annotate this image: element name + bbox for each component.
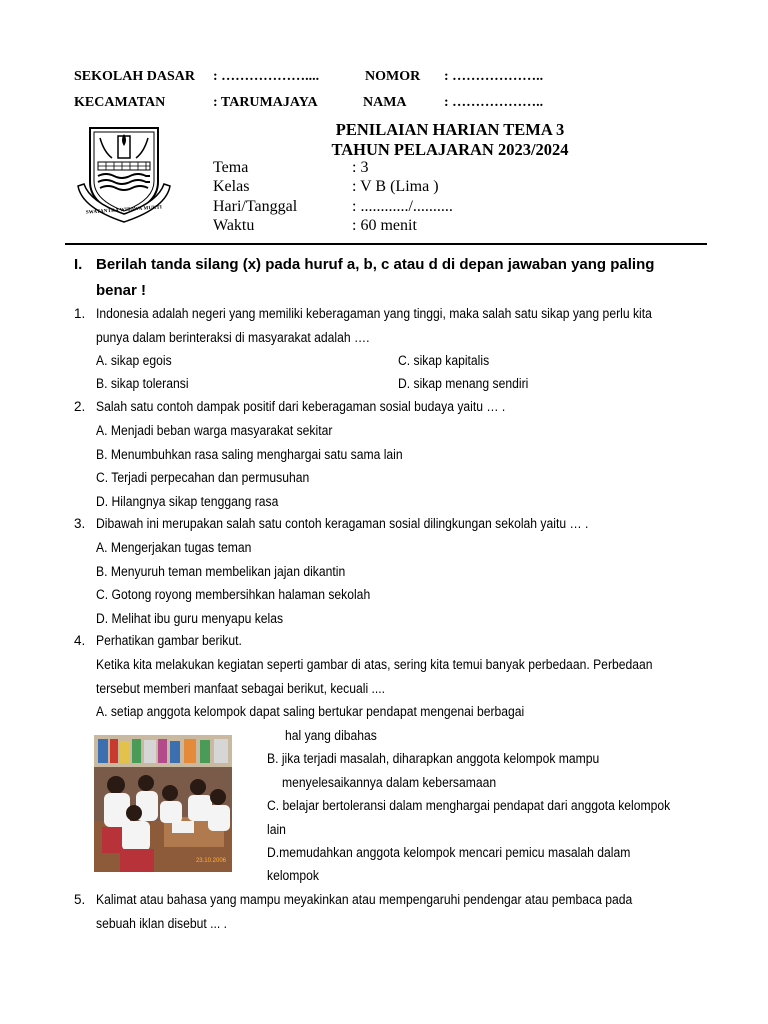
info-waktu-label: Waktu (213, 217, 255, 234)
q1-option-a: A. sikap egois (96, 353, 172, 368)
q1-option-b: B. sikap toleransi (96, 376, 189, 391)
students-discussion-icon (94, 735, 232, 872)
q4-option-b: B. jika terjadi masalah, diharapkan anggota kelompok mampu (267, 751, 600, 766)
exam-year: TAHUN PELAJARAN 2023/2024 (331, 140, 569, 159)
regional-seal-logo (76, 124, 172, 224)
q3-text: Dibawah ini merupakan salah satu contoh keragaman sosial dilingkungan sekolah yaitu … . (96, 516, 589, 531)
q1-text: Indonesia adalah negeri yang memiliki keberagaman yang tinggi, maka salah satu sikap yang perlu kita (96, 306, 652, 321)
photo-date-stamp: 23.10.2006 (195, 858, 226, 864)
q2-option-b: B. Menumbuhkan rasa saling menghargai satu sama lain (96, 447, 403, 462)
q3-option-a: A. Mengerjakan tugas teman (96, 540, 252, 555)
school-value: : ……………….... (213, 69, 320, 84)
q2-text: Salah satu contoh dampak positif dari keberagaman sosial budaya yaitu … . (96, 399, 506, 414)
q5-text-cont: sebuah iklan disebut ... . (96, 916, 228, 931)
q1-option-c: C. sikap kapitalis (398, 353, 490, 368)
info-waktu-value: : 60 menit (352, 217, 417, 234)
seal-motto: SWATANTRA WIBAWA MUKTI (85, 205, 163, 216)
q2-option-a: A. Menjadi beban warga masyarakat sekitar (96, 423, 333, 438)
nama-value: : ……………….. (444, 95, 544, 110)
info-tema-label: Tema (213, 159, 249, 176)
exam-title: PENILAIAN HARIAN TEMA 3 (335, 120, 565, 139)
q5-number: 5. (74, 892, 86, 907)
q2-option-d: D. Hilangnya sikap tenggang rasa (96, 494, 279, 509)
section-instruction-cont: benar ! (96, 282, 147, 299)
nomor-value: : ……………….. (444, 69, 544, 84)
info-tanggal-label: Hari/Tanggal (213, 198, 298, 215)
section-number: I. (74, 256, 83, 273)
q4-option-a-cont: hal yang dibahas (285, 728, 377, 743)
nomor-label: NOMOR (365, 69, 421, 84)
q3-number: 3. (74, 516, 86, 531)
q3-option-d: D. Melihat ibu guru menyapu kelas (96, 611, 284, 626)
kecamatan-value: : TARUMAJAYA (213, 95, 318, 110)
q1-number: 1. (74, 306, 86, 321)
q1-text-cont: punya dalam berinteraksi di masyarakat adalah …. (96, 330, 370, 345)
q5-text: Kalimat atau bahasa yang mampu meyakinkan atau mempengaruhi pendengar atau pembaca pada (96, 892, 633, 907)
q4-option-d: D.memudahkan anggota kelompok mencari pemicu masalah dalam (267, 845, 631, 860)
q4-option-c: C. belajar bertoleransi dalam menghargai pendapat dari anggota kelompok (267, 798, 671, 813)
kecamatan-label: KECAMATAN (74, 95, 166, 110)
classroom-group-photo (94, 735, 232, 872)
q4-text-cont2: tersebut memberi manfaat sebagai berikut, kecuali .... (96, 681, 386, 696)
q4-option-a: A. setiap anggota kelompok dapat saling bertukar pendapat mengenai berbagai (96, 704, 525, 719)
q4-text: Perhatikan gambar berikut. (96, 633, 242, 648)
info-kelas-label: Kelas (213, 178, 250, 195)
q4-number: 4. (74, 633, 86, 648)
q4-option-c-cont: lain (267, 822, 286, 837)
q4-option-d-cont: kelompok (267, 868, 320, 883)
header-divider (65, 243, 707, 245)
q2-option-c: C. Terjadi perpecahan dan permusuhan (96, 470, 310, 485)
q2-number: 2. (74, 399, 86, 414)
q4-option-b-cont: menyelesaikannya dalam kebersamaan (282, 775, 497, 790)
q1-option-d: D. sikap menang sendiri (398, 376, 529, 391)
section-instruction: Berilah tanda silang (x) pada huruf a, b, c atau d di depan jawaban yang paling (96, 256, 655, 273)
q3-option-c: C. Gotong royong membersihkan halaman sekolah (96, 587, 371, 602)
school-label: SEKOLAH DASAR (74, 69, 195, 84)
info-tema-value: : 3 (352, 159, 369, 176)
info-kelas-value: : V B (Lima ) (352, 178, 439, 195)
info-tanggal-value: : ............/.......... (352, 198, 453, 215)
nama-label: NAMA (363, 95, 407, 110)
q4-text-cont: Ketika kita melakukan kegiatan seperti gambar di atas, sering kita temui banyak perbedaan. Perbedaan (96, 657, 653, 672)
q3-option-b: B. Menyuruh teman membelikan jajan dikantin (96, 564, 346, 579)
